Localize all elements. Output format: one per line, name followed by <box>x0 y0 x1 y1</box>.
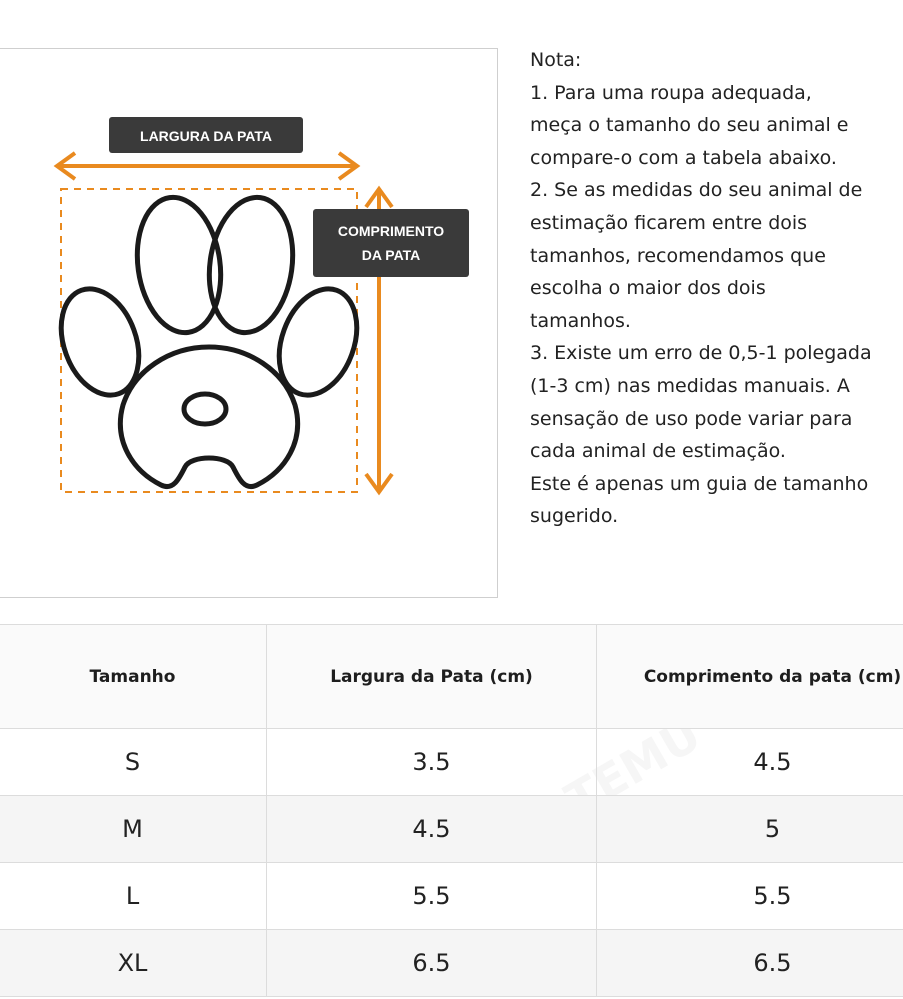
cell-length: 5.5 <box>597 863 903 930</box>
note-line: 3. Existe um erro de 0,5-1 polegada <box>530 342 872 365</box>
table-row <box>0 796 903 863</box>
width-label-text: LARGURA DA PATA <box>140 128 272 144</box>
measurement-frame <box>61 189 357 492</box>
table-row <box>0 930 903 997</box>
length-label-line1: COMPRIMENTO <box>337 223 445 239</box>
note-line: tamanhos, recomendamos que <box>530 244 826 267</box>
cell-size: L <box>0 863 267 930</box>
note-line: sensação de uso pode variar para <box>530 407 853 430</box>
paw-toe <box>265 278 370 406</box>
table-row <box>0 729 903 796</box>
note-line: sugerido. <box>530 505 619 528</box>
size-note <box>530 44 903 533</box>
cell-width: 4.5 <box>267 796 597 863</box>
cell-length: 4.5 <box>597 729 903 796</box>
length-label <box>313 209 469 277</box>
width-label <box>109 117 303 153</box>
note-line: escolha o maior dos dois <box>530 277 766 300</box>
paw-toe <box>47 278 152 406</box>
note-line: compare-o com a tabela abaixo. <box>530 146 837 169</box>
cell-width: 6.5 <box>267 930 597 997</box>
length-label-line2: DA PATA <box>361 247 421 263</box>
width-arrow <box>57 153 357 179</box>
size-table <box>0 624 903 997</box>
header-size: Tamanho <box>0 625 267 729</box>
note-line: (1-3 cm) nas medidas manuais. A <box>530 374 850 397</box>
cell-width: 5.5 <box>267 863 597 930</box>
note-line: meça o tamanho do seu animal e <box>530 114 849 137</box>
note-line: cada animal de estimação. <box>530 440 786 463</box>
note-line: Este é apenas um guia de tamanho <box>530 472 869 495</box>
cell-size: S <box>0 729 267 796</box>
paw-toe <box>201 192 301 338</box>
cell-width: 3.5 <box>267 729 597 796</box>
note-line: 1. Para uma roupa adequada, <box>530 81 812 104</box>
paw-pad <box>120 347 297 487</box>
note-line: tamanhos. <box>530 309 631 332</box>
cell-size: XL <box>0 930 267 997</box>
cell-size: M <box>0 796 267 863</box>
paw-illustration <box>0 49 499 599</box>
cell-length: 6.5 <box>597 930 903 997</box>
note-line: 2. Se as medidas do seu animal de <box>530 179 863 202</box>
table-row <box>0 863 903 930</box>
paw-diagram <box>0 48 498 598</box>
header-paw-length: Comprimento da pata (cm) <box>597 625 903 729</box>
cell-length: 5 <box>597 796 903 863</box>
paw-toe <box>129 192 229 338</box>
note-line: estimação ficarem entre dois <box>530 211 808 234</box>
paw-pad-dot <box>184 394 226 424</box>
table-header-row <box>0 625 903 729</box>
header-paw-width: Largura da Pata (cm) <box>267 625 597 729</box>
note-heading: Nota: <box>530 49 582 71</box>
